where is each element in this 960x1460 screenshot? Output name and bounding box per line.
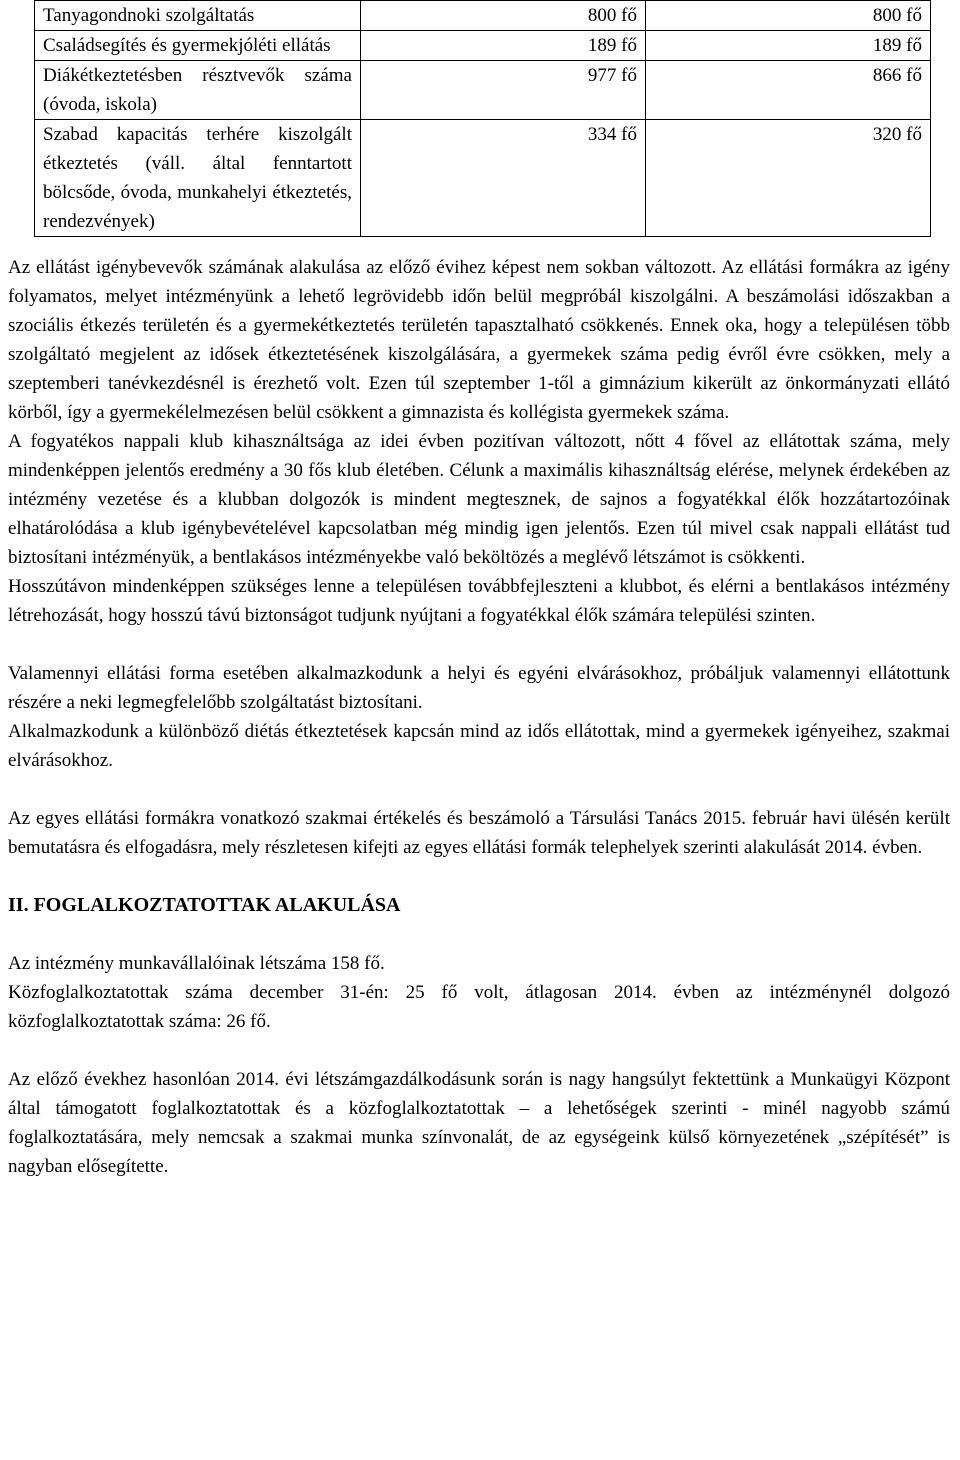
row-value-1: 189 fő bbox=[361, 31, 646, 61]
row-value-1: 334 fő bbox=[361, 120, 646, 237]
paragraph-public-workers: Közfoglalkoztatottak száma december 31-én: 25 fő volt, átlagosan 2014. évben az intézménynél dolgozó közfoglalkoztatottak száma: 26 fő. bbox=[8, 982, 950, 1032]
paragraph-employment-policy: Az előző évekhez hasonlóan 2014. évi létszámgazdálkodásunk során is nagy hangsúlyt fektettünk a Munkaügyi Központ által támogatott foglalkoztatottak és a közfoglalkoztatottak – a lehetőségek szerinti - minél nagyobb számú foglalkoztatására, mely nemcsak a szakmai munka színvonalát, de az egységeink külső környezetének „szépítését” is nagyban elősegítette. bbox=[8, 1069, 950, 1177]
table-row bbox=[35, 61, 931, 120]
row-value-1: 977 fő bbox=[361, 61, 646, 120]
paragraph-diets: Alkalmazkodunk a különböző diétás étkeztetések kapcsán mind az idős ellátottak, mind a gyermekek igényeihez, szakmai elvárásokhoz. bbox=[8, 721, 950, 771]
row-value-1: 800 fő bbox=[361, 1, 646, 31]
paragraph-service-changes: Az ellátást igénybevevők számának alakulása az előző évihez képest nem sokban változott. Az ellátási formákra az igény folyamatos, melyet intézményünk a lehető legrövidebb időn belül megpróbál kiszolgálni. A beszámolási időszakban a szociális étkezés területén és a gyermekétkeztetés területén tapasztalható csökkenés. Ennek oka, hogy a településen több szolgáltató megjelent az idősek étkeztetésének kiszolgálására, a gyermekek száma pedig évről évre csökken, mely a szeptemberi tanévkezdésnél is érezhető volt. Ezen túl szeptember 1-től a gimnázium kikerült az önkormányzati ellátó körből, így a gyermekélelmezésen belül csökkent a gimnazista és kollégista gyermekek száma. bbox=[8, 257, 950, 423]
paragraph-long-term: Hosszútávon mindenképpen szükséges lenne a településen továbbfejleszteni a klubbot, és elérni a bentlakásos intézmény létrehozását, hogy hosszú távú biztonságot tudjunk nyújtani a fogyatékkal élők számára települési szinten. bbox=[8, 576, 950, 626]
row-label: Családsegítés és gyermekjóléti ellátás bbox=[35, 31, 361, 61]
table-row bbox=[35, 31, 931, 61]
row-value-2: 800 fő bbox=[646, 1, 931, 31]
services-table bbox=[34, 0, 931, 237]
section-heading: II. FOGLALKOZTATOTTAK ALAKULÁSA bbox=[8, 894, 401, 916]
row-label: Szabad kapacitás terhére kiszolgált étkeztetés (váll. által fenntartott bölcsőde, óvoda, munkahelyi étkeztetés, rendezvények) bbox=[35, 120, 361, 237]
table-row bbox=[35, 120, 931, 237]
row-value-2: 320 fő bbox=[646, 120, 931, 237]
table-row bbox=[35, 1, 931, 31]
row-value-2: 866 fő bbox=[646, 61, 931, 120]
row-label: Tanyagondnoki szolgáltatás bbox=[35, 1, 361, 31]
paragraph-disabled-club: A fogyatékos nappali klub kihasználtsága az idei évben pozitívan változott, nőtt 4 fővel az ellátottak száma, mely mindenképpen jelentős eredmény a 30 fős klub életében. Célunk a maximális kihasználtság elérése, melynek érdekében az intézmény vezetése és a klubban dolgozók is mindent megtesznek, de sajnos a fogyatékkal élők hozzátartozóinak elhatárolódása a klub igénybevételével kapcsolatban még mindig igen jelentős. Ezen túl mivel csak nappali ellátást tud biztosítani intézményük, a bentlakásos intézményekbe való beköltözés a meglévő létszámot is csökkenti. bbox=[8, 431, 950, 568]
paragraph-adaptation: Valamennyi ellátási forma esetében alkalmazkodunk a helyi és egyéni elvárásokhoz, próbáljuk valamennyi ellátottunk részére a neki legmegfelelőbb szolgáltatást biztosítani. bbox=[8, 663, 950, 713]
paragraph-headcount: Az intézmény munkavállalóinak létszáma 158 fő. bbox=[8, 953, 385, 974]
paragraph-council-report: Az egyes ellátási formákra vonatkozó szakmai értékelés és beszámoló a Társulási Tanács 2015. február havi ülésén került bemutatásra és elfogadásra, mely részletesen kifejti az egyes ellátási formák telephelyek szerinti alakulását 2014. évben. bbox=[8, 808, 950, 858]
row-value-2: 189 fő bbox=[646, 31, 931, 61]
row-label: Diákétkeztetésben résztvevők száma (óvoda, iskola) bbox=[35, 61, 361, 120]
